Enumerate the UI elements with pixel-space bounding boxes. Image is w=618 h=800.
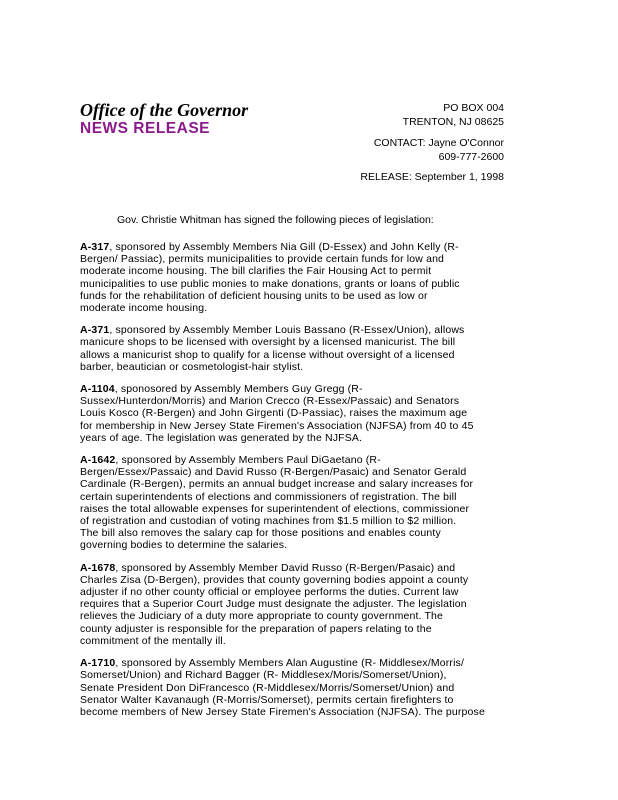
- bill-line: Charles Zisa (D-Bergen), provides that county governing bodies appoint a county: [80, 573, 469, 586]
- bill-line: barber, beautician or cosmetologist-hair stylist.: [80, 360, 304, 373]
- bill-line: commitment of the mentally ill.: [80, 634, 226, 647]
- bill-number: A-1678: [80, 561, 116, 574]
- bill-line: manicure shops to be licensed with oversight by a licensed manicurist. The bill: [80, 336, 456, 349]
- bill-line: Bergen/Essex/Passaic) and David Russo (R-Bergen/Pasaic) and Senator Gerald: [80, 466, 467, 479]
- bill-number: A-317: [80, 241, 110, 253]
- bill-paragraph-a1104: [80, 383, 520, 444]
- bill-line: requires that a Superior Court Judge must designate the adjuster. The legislation: [80, 598, 467, 611]
- address-line-2: TRENTON, NJ 08625: [402, 116, 504, 128]
- bill-line: years of age. The legislation was generated by the NJFSA.: [80, 431, 363, 444]
- bill-line: Senator Walter Kavanaugh (R-Morris/Somerset), permits certain firefighters to: [80, 693, 454, 706]
- bill-line: A-1710, sponsored by Assembly Members Alan Augustine (R- Middlesex/Morris/: [80, 657, 465, 670]
- bill-line: Sussex/Hunterdon/Morris) and Marion Crecco (R-Essex/Passaic) and Senators: [80, 395, 460, 408]
- bill-line: Senate President Don DiFrancesco (R-Middlesex/Morris/Somerset/Union) and: [80, 681, 455, 694]
- intro-sentence: Gov. Christie Whitman has signed the following pieces of legislation:: [117, 214, 434, 226]
- contact-info: [374, 136, 504, 164]
- bill-paragraph-a1710: [80, 657, 520, 718]
- bill-line: A-1678, sponsored by Assembly Member David Russo (R-Bergen/Pasaic) and: [80, 561, 456, 574]
- bill-number: A-1642: [80, 454, 116, 467]
- contact-phone: 609-777-2600: [438, 151, 504, 163]
- mailing-address: [403, 101, 504, 129]
- bill-line: municipalities to use public monies to make donations, grants or loans of public: [80, 277, 460, 290]
- bill-line: Cardinale (R-Bergen), permits an annual budget increase and salary increases for: [80, 478, 474, 491]
- address-line-1: PO BOX 004: [443, 102, 504, 114]
- bill-line: A-1642, sponsored by Assembly Members Paul DiGaetano (R-: [80, 454, 381, 467]
- bill-line: A-371, sponsored by Assembly Member Louis Bassano (R-Essex/Union), allows: [80, 324, 465, 337]
- bill-line: moderate income housing.: [80, 302, 208, 315]
- bill-list: [80, 241, 520, 728]
- bill-number: A-371: [80, 324, 110, 337]
- bill-line: certain superintendents of elections and commissioners of registration. The bill: [80, 490, 457, 503]
- bill-line: The bill also removes the salary cap for those positions and enables county: [80, 527, 441, 540]
- bill-line: Somerset/Union) and Richard Bagger (R- Middlesex/Moris/Somerset/Union),: [80, 669, 447, 682]
- bill-line: relieves the Judiciary of a duty more appropriate to county government. The: [80, 610, 443, 623]
- bill-line: funds for the rehabilitation of deficient housing units to be used as low or: [80, 289, 428, 302]
- bill-line: become members of New Jersey State Firemen's Association (NJFSA). The purpose: [80, 705, 485, 718]
- bill-line: raises the total allowable expenses for superintendent of elections, commissioner: [80, 502, 470, 515]
- office-title: Office of the Governor: [80, 100, 249, 120]
- bill-paragraph-a1642: [80, 454, 520, 552]
- bill-number: A-1710: [80, 657, 116, 670]
- bill-line: county adjuster is responsible for the preparation of papers relating to the: [80, 622, 432, 635]
- bill-line: adjuster if no other county official or employee performs the duties. Current law: [80, 586, 459, 599]
- bill-line: of registration and custodian of voting machines from $1.5 million to $2 million.: [80, 515, 457, 528]
- release-date: RELEASE: September 1, 1998: [360, 171, 504, 183]
- bill-line: allows a manicurist shop to qualify for a license without oversight of a licensed: [80, 348, 455, 361]
- contact-name: CONTACT: Jayne O'Connor: [373, 137, 504, 149]
- bill-paragraph-a317: [80, 241, 520, 314]
- bill-line: Bergen/ Passiac), permits municipalities to provide certain funds for low and: [80, 253, 445, 266]
- bill-line: governing bodies to determine the salaries.: [80, 539, 288, 552]
- bill-line: A-1104, sponosored by Assembly Members Guy Gregg (R-: [80, 383, 363, 396]
- bill-line: for membership in New Jersey State Firemen's Association (NJFSA) from 40 to 45: [80, 419, 474, 432]
- bill-paragraph-a371: [80, 324, 520, 373]
- bill-line: moderate income housing. The bill clarifies the Fair Housing Act to permit: [80, 265, 432, 278]
- news-release-heading: NEWS RELEASE: [80, 120, 211, 137]
- bill-line: A-317, sponsored by Assembly Members Nia Gill (D-Essex) and John Kelly (R-: [80, 241, 459, 253]
- bill-line: Louis Kosco (R-Bergen) and John Girgenti (D-Passiac), raises the maximum age: [80, 407, 468, 420]
- bill-number: A-1104: [80, 383, 115, 396]
- bill-paragraph-a1678: [80, 562, 520, 647]
